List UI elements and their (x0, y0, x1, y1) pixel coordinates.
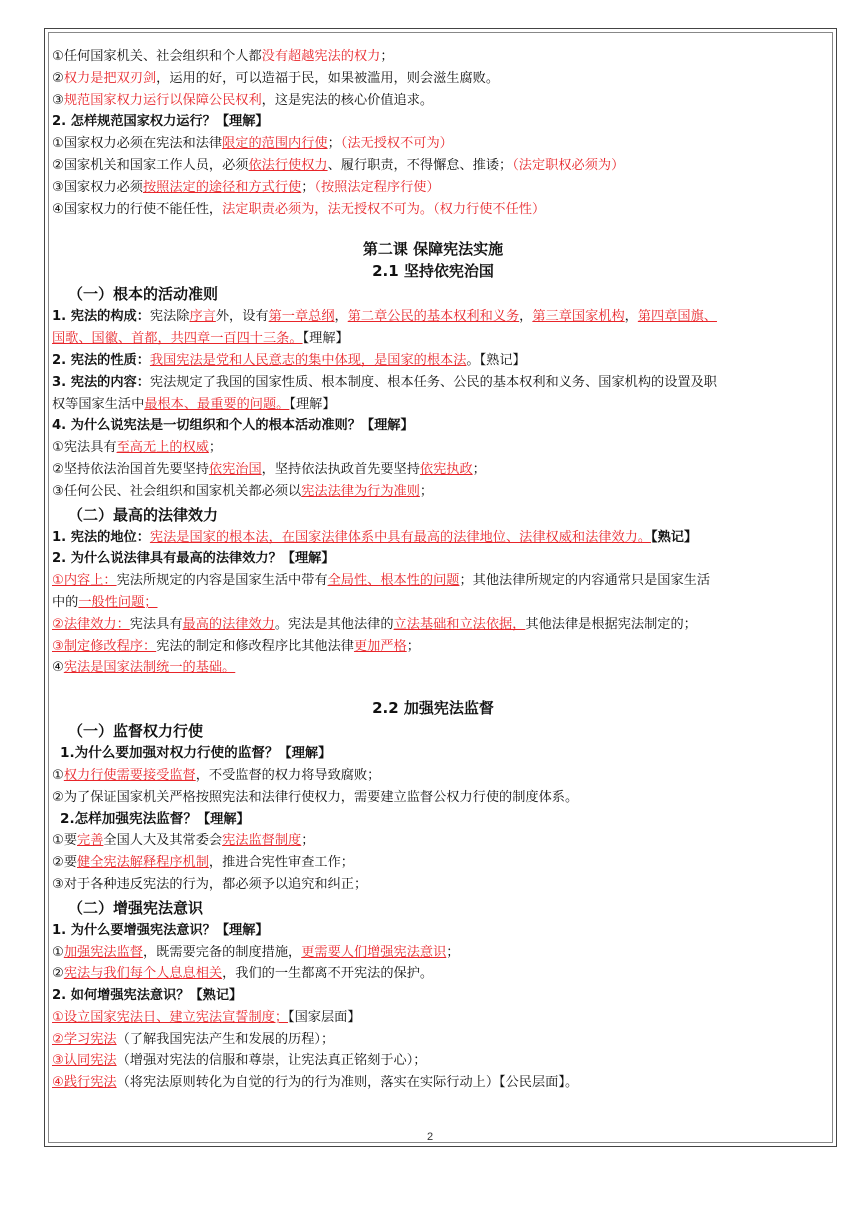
text-run: ① (52, 767, 64, 783)
section-title: 2.2 加强宪法监督 (372, 699, 494, 718)
text-run: ； (380, 49, 394, 64)
key-point: 全局性、根本性的问题 (327, 573, 460, 589)
question-heading (52, 743, 814, 765)
key-point: 宪法与我们每个人息息相关 (63, 966, 223, 982)
key-point: 第一章总纲 (268, 309, 335, 325)
question-heading: 2. 为什么说法律具有最高的法律效力？【理解】 (52, 551, 335, 567)
document-body (52, 46, 814, 1094)
key-point: ③制定修改程序： (52, 638, 157, 654)
key-point: 规范国家权力运行以保障公民权利 (63, 92, 262, 108)
text-line (52, 328, 814, 350)
key-point: 法定职责必须为，法无授权不可为。（权力行使不任性） (222, 201, 546, 217)
key-point: （按照法定程序行使） (314, 179, 440, 195)
text-line (52, 636, 814, 658)
key-point: 权力行使需要接受监督 (63, 767, 196, 783)
text-run: 宪法的制定和修改程序比其他法律 (156, 638, 354, 654)
item-label: 1. 宪法的构成： (52, 309, 150, 325)
text-run: ； (472, 461, 486, 477)
text-run: 【理解】 (289, 396, 336, 412)
subsection-heading: （一）监督权力行使 (68, 722, 204, 741)
text-run: ； (406, 638, 420, 654)
key-point: （法定职权必须为） (512, 157, 625, 173)
text-line (52, 133, 814, 155)
key-point: 第二章公民的基本权利和义务 (347, 309, 520, 325)
text-line: ③对于各种违反宪法的行为，都必须予以追究和纠正； (52, 876, 368, 892)
text-run: ，不受监督的权力将导致腐败； (195, 767, 381, 783)
text-run: ， (519, 309, 533, 325)
text-run: 宪法规定了我国的国家性质、根本制度、根本任务、公民的基本权利和义务、国家机构的设置及职 (149, 374, 717, 390)
text-run: ①宪法具有 (52, 440, 117, 456)
question-heading: 1. 为什么要增强宪法意识？【理解】 (52, 922, 269, 938)
text-run: 宪法所规定的内容是国家生活中带有 (116, 573, 328, 589)
text-run: ； (446, 944, 460, 960)
key-point: 依宪执政 (419, 461, 473, 477)
text-line (52, 68, 814, 90)
text-run: ，运用的好，可以造福于民，如果被滥用，则会滋生腐败。 (156, 70, 500, 86)
text-run: 、履行职责，不得懈怠、推诿； (327, 157, 513, 173)
text-line (52, 657, 814, 679)
text-line (52, 1050, 814, 1072)
text-run: 外，设有 (215, 309, 269, 325)
text-run: ，既需要完备的制度措施， (142, 944, 302, 960)
key-point: 更加严格 (353, 638, 407, 654)
key-point: 国歌、国徽、首都，共四章一百四十三条。 (52, 331, 303, 347)
text-run: ②国家机关和国家工作人员，必须 (52, 157, 249, 173)
key-point: 宪法是国家的根本法，在国家法律体系中具有最高的法律地位、法律权威和法律效力。 (149, 529, 652, 545)
lesson-title: 第二课 保障宪法实施 (362, 240, 504, 259)
text-line (52, 481, 814, 503)
text-run: ， (334, 309, 348, 325)
question-heading: 4. 为什么说宪法是一切组织和个人的根本活动准则？【理解】 (52, 418, 414, 434)
text-line (52, 963, 814, 985)
text-line (52, 765, 814, 787)
text-line (52, 527, 814, 549)
text-run: 中的 (52, 594, 79, 610)
text-run: ①要 (52, 833, 78, 849)
text-run: 宪法除 (149, 309, 190, 325)
text-line (52, 459, 814, 481)
text-line (52, 1072, 814, 1094)
key-point: 最根本、最重要的问题。 (144, 396, 290, 412)
text-run: ③任何公民、社会组织和国家机关都必须以 (52, 483, 302, 499)
text-run: ②要 (52, 855, 78, 871)
text-run: ；其他法律所规定的内容通常只是国家生活 (459, 573, 711, 589)
text-line: ②为了保证国家机关严格按照宪法和法律行使权力，需要建立监督公权力行使的制度体系。 (52, 789, 579, 805)
text-run: ② (52, 966, 64, 982)
text-line (52, 852, 814, 874)
text-line (52, 570, 814, 592)
text-run: 。【熟记】 (466, 352, 526, 368)
text-run: ②坚持依法治国首先要坚持 (52, 461, 209, 477)
item-label: 1. 宪法的地位： (52, 529, 150, 545)
key-point: 没有超越宪法的权力 (261, 49, 381, 64)
key-point: （法无授权不可为） (340, 136, 453, 152)
key-point: 一般性问题； (78, 594, 158, 610)
text-run: 宪法具有 (129, 616, 183, 632)
subsection-heading: （二）增强宪法意识 (68, 898, 204, 917)
text-line (52, 350, 814, 372)
text-run: ③国家权力必须 (52, 179, 143, 195)
text-run: 【熟记】 (651, 529, 698, 545)
text-line (52, 199, 814, 221)
text-run: 【理解】 (302, 331, 349, 347)
item-label: 2. 宪法的性质： (52, 352, 150, 368)
item-label: 3. 宪法的内容： (52, 374, 150, 390)
spacer (52, 679, 814, 697)
text-run: ； (208, 440, 223, 456)
text-line (52, 1007, 814, 1029)
subsection-heading: （一）根本的活动准则 (68, 285, 219, 304)
question-tag: 【理解】 (278, 746, 332, 762)
text-run: 【国家层面】 (288, 1009, 361, 1025)
text-run: 其他法律是根据宪法制定的； (525, 616, 697, 632)
text-line (52, 155, 814, 177)
key-point: 限定的范围内行使 (222, 136, 328, 152)
key-point: 依宪治国 (208, 461, 262, 477)
text-run: ，这是宪法的核心价值追求。 (261, 92, 434, 108)
question-text: 1.为什么要加强对权力行使的监督？ (60, 745, 279, 762)
text-run: 。宪法是其他法律的 (274, 616, 394, 632)
text-run: ， (624, 309, 638, 325)
question-heading: 2. 如何增强宪法意识？【熟记】 (52, 988, 243, 1004)
text-run: ② (52, 70, 64, 86)
text-run: ，坚持依法执政首先要坚持 (261, 461, 420, 477)
text-run: ； (301, 833, 315, 849)
key-point: 宪法监督制度 (222, 833, 302, 849)
text-run: ①任何国家机关、社会组织和个人都 (52, 49, 262, 64)
text-run: 权等国家生活中 (52, 396, 145, 412)
key-point: 宪法是国家法制统一的基础。 (63, 660, 236, 676)
key-point: ④践行宪法 (52, 1075, 117, 1091)
key-point: 更需要人们增强宪法意识 (301, 944, 447, 960)
text-line (52, 1029, 814, 1051)
key-point: ②法律效力： (52, 616, 130, 632)
text-line (52, 942, 814, 964)
text-line (52, 394, 814, 416)
text-line (52, 177, 814, 199)
text-line (52, 46, 814, 68)
subsection-heading: （二）最高的法律效力 (68, 505, 219, 524)
text-run: 【公民层面】。 (499, 1075, 579, 1091)
text-run: （了解我国宪法产生和发展的历程）； (116, 1031, 335, 1047)
key-point: 立法基础和立法依据， (393, 616, 526, 632)
text-run: ，我们的一生都离不开宪法的保护。 (222, 966, 434, 982)
section-title: 2.1 坚持依宪治国 (372, 262, 494, 281)
key-point: ②学习宪法 (52, 1031, 117, 1047)
question-heading (52, 809, 814, 831)
text-line (52, 437, 814, 459)
key-point: 第三章国家机构 (532, 309, 625, 325)
question-heading: 2. 怎样规范国家权力运行？【理解】 (52, 114, 269, 130)
text-line (52, 614, 814, 636)
question-text: 2.怎样加强宪法监督？ (60, 810, 197, 827)
key-point: 第四章国旗、 (637, 309, 717, 325)
key-point: 完善 (77, 833, 104, 849)
text-run: （将宪法原则转化为自觉的行为的行为准则，落实在实际行动上） (116, 1075, 500, 1091)
text-run: ，推进合宪性审查工作； (208, 855, 354, 871)
text-run: ； (419, 483, 434, 499)
text-run: ④ (52, 660, 64, 676)
key-point: ③认同宪法 (52, 1053, 117, 1069)
text-run: （增强对宪法的信服和尊崇，让宪法真正铭刻于心）； (116, 1053, 427, 1069)
text-run: ④国家权力的行使不能任性， (52, 201, 223, 217)
text-line (52, 372, 814, 394)
text-run: 全国人大及其常委会 (103, 833, 223, 849)
key-point: 健全宪法解释程序机制 (77, 855, 209, 871)
key-point: 序言 (189, 309, 216, 325)
text-line (52, 592, 814, 614)
key-point: 宪法法律为行为准则 (301, 483, 420, 499)
question-tag: 【理解】 (196, 811, 250, 827)
text-run: ① (52, 944, 64, 960)
text-run: ； (327, 136, 341, 152)
key-point: 按照法定的途径和方式行使 (142, 179, 302, 195)
text-run: ③ (52, 92, 64, 108)
page-number: 2 (426, 1131, 434, 1143)
key-point: 权力是把双刃剑 (63, 70, 157, 86)
key-point: 最高的法律效力 (182, 616, 275, 632)
text-line (52, 306, 814, 328)
key-point: 至高无上的权威 (116, 440, 209, 456)
key-point: 依法行使权力 (248, 157, 328, 173)
text-run: ①国家权力必须在宪法和法律 (52, 136, 223, 152)
key-point: 加强宪法监督 (63, 944, 143, 960)
spacer (52, 220, 814, 238)
key-point: 我国宪法是党和人民意志的集中体现，是国家的根本法 (149, 352, 467, 368)
key-point: ①设立国家宪法日、建立宪法宣誓制度； (52, 1009, 289, 1025)
text-line (52, 90, 814, 112)
text-run: ； (301, 179, 315, 195)
text-line (52, 830, 814, 852)
key-point: ①内容上： (52, 573, 117, 589)
